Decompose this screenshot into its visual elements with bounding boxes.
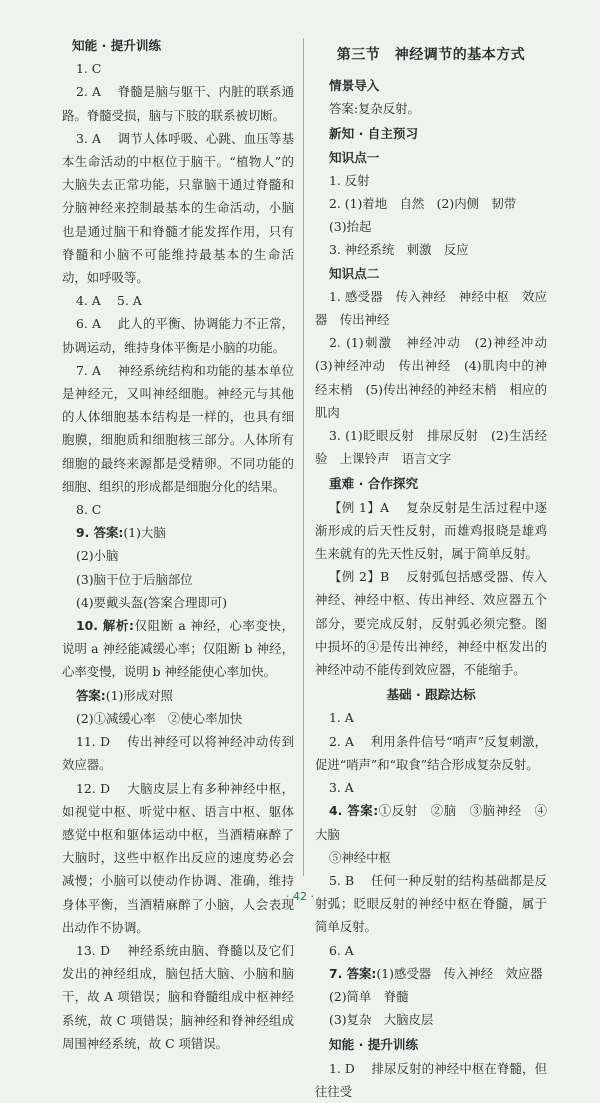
basic-4-answer-b: ⑤神经中枢 [329,849,391,865]
answer-4-5: 4. A 5. A [76,293,142,309]
basic-7-label: 7. 答案: [329,965,377,981]
intro-answer: 答案:复杂反射。 [329,101,420,117]
basic-5: 5. B 任何一种反射的结构基础都是反射弧；眨眼反射的神经中枢在脊髓，属于简单反射。 [315,872,547,935]
knowledge-point-1: 知识点一 [329,149,380,165]
answer-7: 7. A 神经系统结构和功能的基本单位是神经元，又叫神经细胞。神经元与其他的人体细胞基本结构是一样的，也具有细胞膜，细胞质和细胞核三部分。人体所有细胞的最终来源都是受精卵。不同功能的细胞、组织的形成都是细胞分化的结果。 [62,362,294,494]
basic-6: 6. A [329,942,354,958]
answer-10 [62,614,294,684]
answer-10-explanation: 仅阻断 a 神经，心率变快，说明 a 神经能减缓心率；仅阻断 b 神经，心率变慢，说明 b 神经能使心率加快。 [62,618,295,680]
basic-1: 1. A [329,710,354,726]
answer-9-part-3: (3)脑干位于后脑部位 [76,571,193,587]
subsection-explore: 重难 · 合作探究 [329,476,419,492]
section-title: 第三节 神经调节的基本方式 [336,47,526,63]
kp2-answer-3: 3. (1)眨眼反射 排尿反射 (2)生活经验 上课铃声 语言文字 [315,428,547,467]
column-divider [303,38,304,876]
answer-10-answer [62,684,294,707]
basic-7-part-2: (2)简单 脊髓 [329,988,409,1004]
example-1: 【例 1】A 复杂反射是生活过程中逐渐形成的后天性反射，而雄鸡报晓是雄鸡生来就有的先天性反射，属于简单反射。 [315,499,547,562]
subsection-preview: 新知 · 自主预习 [329,126,419,142]
page-number: · 42 · [286,890,314,903]
basic-2: 2. A 利用条件信号“哨声”反复刺激，促进“哨声”和“取食”结合形成复杂反射。 [315,733,547,772]
basic-3: 3. A [329,780,354,796]
kp1-answer-3: 3. 神经系统 刺激 反应 [329,242,469,258]
subsection-advanced: 知能 · 提升训练 [329,1037,419,1053]
answer-8: 8. C [76,502,102,518]
basic-4 [315,799,547,845]
answer-10-answer-2: (2)①减缓心率 ②使心率加快 [76,710,243,726]
right-column [315,34,560,1103]
answer-10-answer-label: 答案: [76,687,106,703]
answer-10-answer-1: (1)形成对照 [105,687,173,703]
kp2-answer-2: 2. (1)刺激 神经冲动 (2)神经冲动 (3)神经冲动 传出神经 (4)肌肉中的神经末梢 (5)传出神经的神经末梢 相应的肌肉 [315,335,560,420]
answer-10-label: 10. 解析: [76,618,134,634]
answer-13: 13. D 神经系统由脑、脊髓以及它们发出的神经组成，脑包括大脑、小脑和脑干，故 A 项错误；脑和脊髓组成中枢神经系统，故 C 项错误；脑神经和脊神经组成周围神经系统，故 C 项错误。 [62,942,294,1051]
basic-7-part-1: (1)感受器 传入神经 效应器 [376,965,543,981]
answer-2: 2. A 脊髓是脑与躯干、内脏的联系通路。脊髓受损，脑与下肢的联系被切断。 [62,84,294,123]
answer-12: 12. D 大脑皮层上有多种神经中枢，如视觉中枢、听觉中枢、语言中枢、躯体感觉中枢和躯体运动中枢，当酒精麻醉了大脑时，这些中枢作出反应的速度势必会减慢；小脑可以使动作协调、准确，维持身体平衡，当酒精麻醉了小脑，人会表现出动作不协调。 [62,780,294,935]
kp1-answer-2: 2. (1)着地 自然 (2)内侧 韧带 [329,196,517,212]
answer-11: 11. D 传出神经可以将神经冲动传到效应器。 [62,734,294,773]
knowledge-point-2: 知识点二 [329,265,380,281]
section-heading: 知能 · 提升训练 [72,38,162,53]
kp2-answer-1: 1. 感受器 传入神经 神经中枢 效应器 传出神经 [315,288,547,328]
answer-3: 3. A 调节人体呼吸、心跳、血压等基本生命活动的中枢位于脑干。“植物人”的大脑失去正常功能，只靠脑干通过脊髓和分脑神经来控制最基本的生命活动，小脑也是通过脑干和脊髓才能发挥作用，只有脊髓和小脑不可能维持最基本的生命活动，如呼吸等。 [62,130,294,286]
basic-4-label: 4. 答案: [329,803,379,819]
example-2: 【例 2】B 反射弧包括感受器、传入神经、神经中枢、传出神经、效应器五个部分，要完成反射，反射弧必须完整。图中损坏的④是传出神经，神经中枢发出的神经冲动不能传到效应器，不能缩手。 [315,569,547,678]
basic-4-answer-a: ①反射 ②脑 ③脑神经 ④大脑 [315,803,547,842]
answer-9-part-2: (2)小脑 [76,548,119,564]
answer-6: 6. A 此人的平衡、协调能力不正常，协调运动，维持身体平衡是小脑的功能。 [62,316,294,355]
answer-1: 1. C [76,61,102,77]
subsection-intro: 情景导入 [329,78,380,93]
kp1-answer-2b: (3)抬起 [329,219,372,235]
kp1-answer-1: 1. 反射 [329,172,370,188]
answer-9-part-1: (1)大脑 [123,525,166,541]
answer-9 [62,521,294,544]
subsection-basic: 基础 · 跟踪达标 [386,687,476,703]
basic-7-part-3: (3)复杂 大脑皮层 [329,1012,434,1028]
answer-9-label: 9. 答案: [76,525,124,541]
advanced-1: 1. D 排尿反射的神经中枢在脊髓，但往往受 [315,1060,547,1099]
basic-7 [315,962,547,985]
answer-9-part-4: (4)要戴头盔(答案合理即可) [76,594,228,610]
